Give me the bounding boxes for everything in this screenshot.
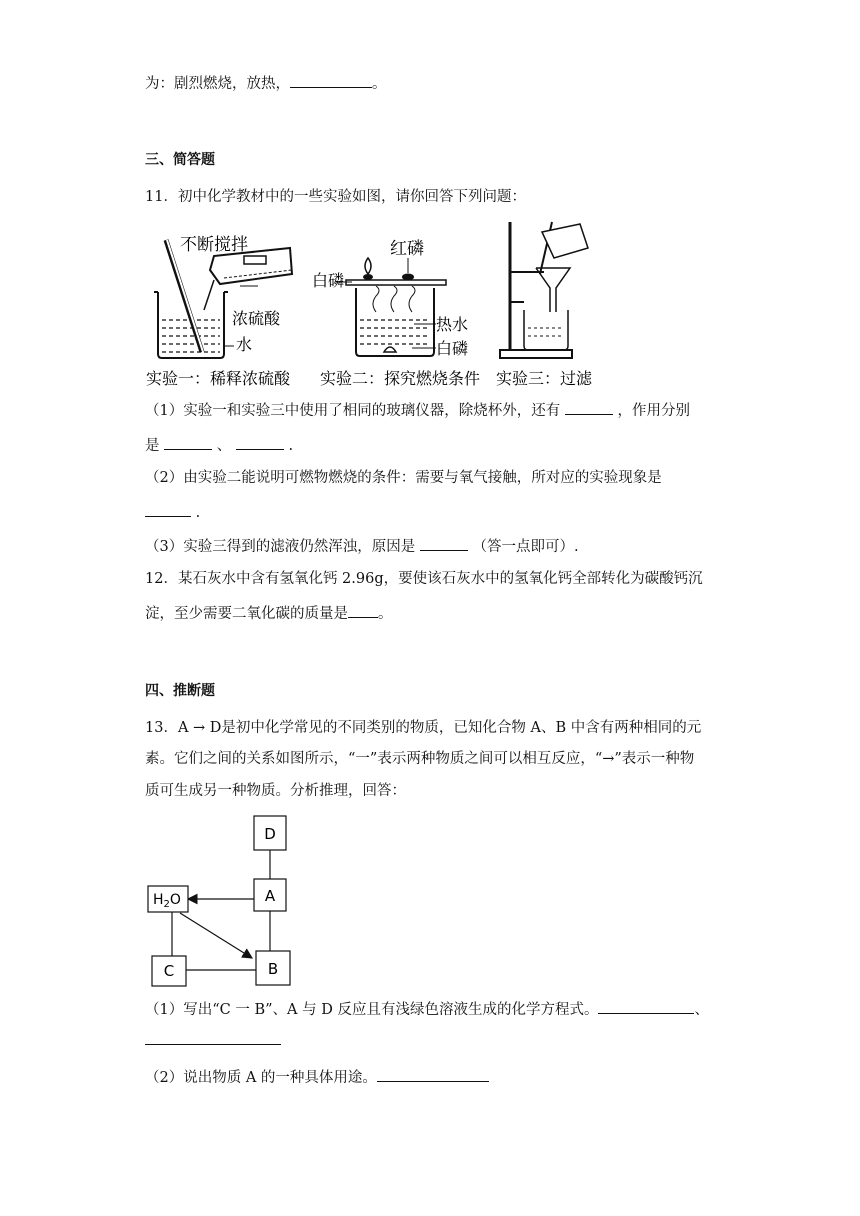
svg-text:C: C <box>163 962 175 980</box>
experiment-3-filtration <box>496 222 593 388</box>
label-concentrated-acid: 浓硫酸 <box>232 309 281 328</box>
question-12-line-1: 12．某石灰水中含有氢氧化钙 2.96g，要使该石灰水中的氢氧化钙全部转化为碳酸钙沉 <box>145 571 703 587</box>
answer-blank <box>290 73 372 88</box>
question-13-line-3: 质可生成另一种物质。分析推理，回答： <box>145 783 406 799</box>
question-11-stem: 11．初中化学教材中的一些实验如图，请你回答下列问题： <box>145 189 526 205</box>
svg-text:D: D <box>264 825 276 843</box>
experiment-2-combustion <box>312 239 480 388</box>
answer-blank <box>565 400 613 415</box>
relationship-diagram <box>140 808 320 990</box>
experiment-1-dilute-acid <box>146 235 292 388</box>
answer-blank <box>598 999 694 1014</box>
caption-experiment-3: 实验三：过滤 <box>496 369 593 388</box>
label-white-phosphorus-top: 白磷 <box>312 271 345 290</box>
question-12-line-2: 淀，至少需要二氧化碳的质量是 。 <box>145 603 393 624</box>
answer-blank <box>377 1067 489 1082</box>
label-hot-water: 热水 <box>436 315 469 334</box>
question-13-part-1: （1）写出“C 一 B”、A 与 D 反应且有浅绿色溶液生成的化学方程式。 、 <box>145 999 709 1020</box>
top-line: 为：剧烈燃烧，放热， 。 <box>145 73 387 94</box>
label-stir: 不断搅拌 <box>180 235 248 255</box>
caption-experiment-1: 实验一：稀释浓硫酸 <box>146 369 291 388</box>
question-13-line-1: 13．A → D是初中化学常见的不同类别的物质，已知化合物 A、B 中含有两种相同的元 <box>145 720 702 736</box>
question-11-part-1-cont: 是 、 . <box>145 435 293 456</box>
label-red-phosphorus: 红磷 <box>390 239 424 259</box>
section-title-3: 三、简答题 <box>145 152 215 168</box>
question-13-line-2: 素。它们之间的关系如图所示，“一”表示两种物质之间可以相互反应，“→”表示一种物 <box>145 751 695 767</box>
svg-text:A: A <box>264 887 276 905</box>
question-11-part-3: （3）实验三得到的滤液仍然浑浊，原因是 （答一点即可）. <box>145 536 579 557</box>
answer-blank <box>348 603 378 618</box>
answer-blank <box>420 536 468 551</box>
question-11-part-2: （2）由实验二能说明可燃物燃烧的条件：需要与氧气接触，所对应的实验现象是 <box>145 470 662 486</box>
answer-blank <box>145 1030 281 1045</box>
caption-experiment-2: 实验二：探究燃烧条件 <box>320 369 481 388</box>
question-13-part-1-cont <box>145 1030 281 1051</box>
question-11-part-1: （1）实验一和实验三中使用了相同的玻璃仪器，除烧杯外，还有 ，作用分别 <box>145 400 690 421</box>
answer-blank <box>236 435 284 450</box>
label-water: 水 <box>236 335 253 354</box>
answer-blank <box>164 435 212 450</box>
question-13-part-2: （2）说出物质 A 的一种具体用途。 <box>145 1067 489 1088</box>
question-11-part-2-cont: . <box>145 502 200 523</box>
answer-blank <box>145 502 191 517</box>
section-title-4: 四、推断题 <box>145 683 215 699</box>
svg-text:B: B <box>267 960 279 978</box>
label-white-phosphorus-bottom: 白磷 <box>436 339 469 358</box>
svg-text:H2O: $H_2O$ <box>153 892 181 910</box>
experiment-figure <box>140 218 620 390</box>
